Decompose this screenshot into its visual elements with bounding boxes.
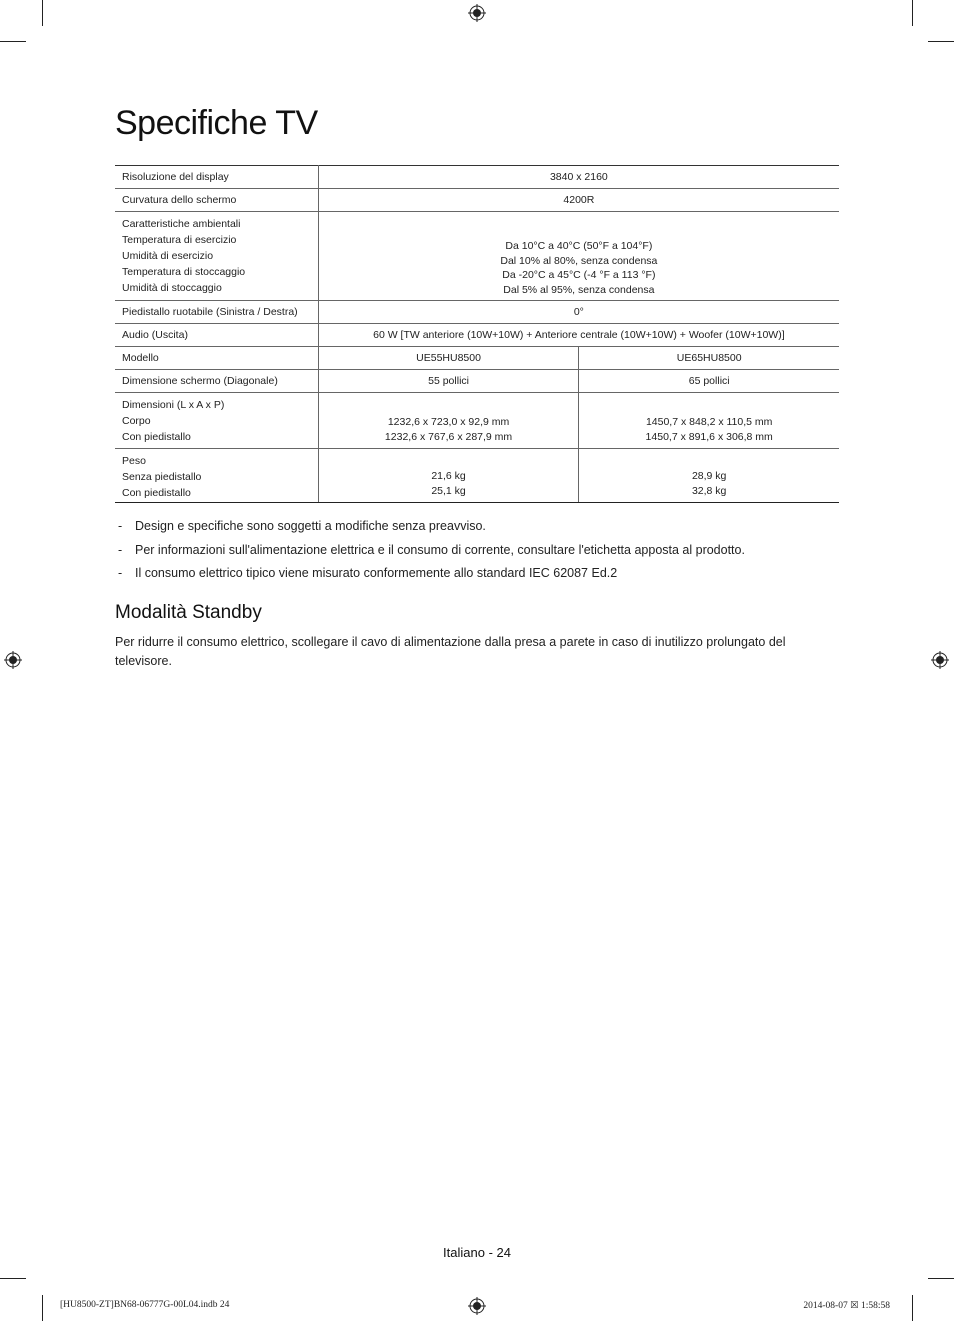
spec-label-line: Temperatura di esercizio	[122, 234, 237, 246]
table-row	[115, 347, 839, 370]
table-row	[115, 189, 839, 212]
standby-text: Per ridurre il consumo elettrico, scollegare il cavo di alimentazione dalla presa a parete in caso di inutilizzo prolungato del televisore.	[115, 635, 786, 668]
spec-value-line: 1450,7 x 848,2 x 110,5 mm	[645, 416, 773, 428]
spec-value	[318, 189, 839, 212]
spec-value	[318, 393, 579, 449]
bullet-dash: -	[118, 519, 123, 533]
spec-label-line: Curvatura dello schermo	[122, 194, 237, 206]
crop-mark	[0, 1278, 26, 1279]
spec-value	[579, 393, 839, 449]
spec-label	[115, 449, 318, 503]
spec-label-line: Umidità di stoccaggio	[122, 282, 222, 294]
spec-label-line: Corpo	[122, 415, 151, 427]
note-text: Il consumo elettrico tipico viene misurato conformemente allo standard IEC 62087 Ed.2	[135, 566, 618, 580]
spec-label-line: Caratteristiche ambientali	[122, 218, 241, 230]
spec-value	[579, 370, 839, 393]
table-row	[115, 324, 839, 347]
spec-value	[318, 324, 839, 347]
slug-date: 2014-08-07 ☒ 1:58:58	[803, 1301, 890, 1311]
standby-heading: Modalità Standby	[115, 602, 262, 623]
list-item	[115, 565, 839, 589]
table-row	[115, 166, 839, 189]
bullet-dash: -	[118, 566, 123, 580]
spec-value	[318, 449, 579, 503]
spec-label	[115, 212, 318, 301]
spec-label	[115, 301, 318, 324]
list-item	[115, 518, 839, 542]
spec-value-line: 25,1 kg	[431, 485, 466, 497]
spec-label	[115, 347, 318, 370]
spec-label	[115, 189, 318, 212]
crop-mark	[42, 0, 43, 26]
spec-value-line: UE55HU8500	[416, 352, 481, 364]
spec-label-line: Audio (Uscita)	[122, 329, 188, 341]
crop-mark	[928, 41, 954, 42]
spec-value-line: Da 10°C a 40°C (50°F a 104°F)	[505, 240, 653, 252]
spec-value-line: 21,6 kg	[431, 470, 466, 482]
page-number: Italiano - 24	[443, 1245, 511, 1260]
list-item	[115, 542, 839, 566]
registration-mark-icon	[4, 651, 22, 669]
note-text: Design e specifiche sono soggetti a modifiche senza preavviso.	[135, 519, 486, 533]
spec-value-line: 55 pollici	[428, 375, 469, 387]
spec-table	[115, 165, 839, 503]
table-row	[115, 212, 839, 301]
bullet-dash: -	[118, 542, 123, 557]
spec-value-line: 60 W [TW anteriore (10W+10W) + Anteriore centrale (10W+10W) + Woofer (10W+10W)]	[373, 329, 785, 341]
spec-label-line: Dimensioni (L x A x P)	[122, 399, 225, 411]
spec-value-line: 32,8 kg	[691, 485, 727, 497]
spec-value	[318, 166, 839, 189]
spec-value-line: 1450,7 x 891,6 x 306,8 mm	[645, 431, 773, 443]
spec-label-line: Temperatura di stoccaggio	[122, 266, 246, 278]
spec-label-line: Con piedistallo	[122, 487, 191, 499]
note-text: Per informazioni sull'alimentazione elettrica e il consumo di corrente, consultare l'etichetta apposta al prodotto.	[135, 542, 745, 557]
table-row	[115, 449, 839, 503]
table-row	[115, 370, 839, 393]
spec-label	[115, 166, 318, 189]
crop-mark	[912, 1295, 913, 1321]
spec-value	[318, 301, 839, 324]
registration-mark-icon	[931, 651, 949, 669]
spec-label-line: Dimensione schermo (Diagonale)	[122, 375, 278, 387]
spec-value-line: 28,9 kg	[691, 470, 727, 482]
page-title: Specifiche TV	[115, 104, 318, 142]
slug-file: [HU8500-ZT]BN68-06777G-00L04.indb 24	[60, 1300, 230, 1310]
crop-mark	[912, 0, 913, 26]
spec-value	[579, 449, 839, 503]
registration-mark-icon	[468, 4, 486, 22]
spec-table-body	[115, 166, 839, 503]
spec-label-line: Modello	[122, 352, 159, 364]
spec-value-line: 0°	[573, 306, 584, 318]
registration-mark-icon	[468, 1297, 486, 1315]
notes-list	[115, 518, 839, 589]
spec-value-line: 65 pollici	[688, 375, 730, 387]
spec-label	[115, 370, 318, 393]
table-row	[115, 301, 839, 324]
spec-value-line: 4200R	[563, 194, 595, 206]
spec-value-line: 3840 x 2160	[549, 171, 608, 183]
crop-mark	[42, 1295, 43, 1321]
spec-label-line: Piedistallo ruotabile (Sinistra / Destra)	[122, 306, 298, 318]
crop-mark	[0, 41, 26, 42]
spec-value	[318, 212, 839, 301]
spec-label-line: Con piedistallo	[122, 431, 191, 443]
spec-label	[115, 324, 318, 347]
spec-value-line: UE65HU8500	[676, 352, 742, 364]
spec-value-line: Dal 10% al 80%, senza condensa	[500, 254, 658, 267]
spec-value-line: Da -20°C a 45°C (-4 °F a 113 °F)	[502, 269, 656, 281]
spec-label-line: Umidità di esercizio	[122, 250, 214, 262]
spec-value-line: Dal 5% al 95%, senza condensa	[503, 283, 655, 296]
spec-value	[318, 370, 579, 393]
spec-value	[579, 347, 839, 370]
spec-label-line: Risoluzione del display	[122, 171, 229, 183]
spec-value-line: 1232,6 x 767,6 x 287,9 mm	[384, 431, 513, 443]
table-row	[115, 393, 839, 449]
spec-label	[115, 393, 318, 449]
spec-label-line: Peso	[122, 455, 146, 467]
crop-mark	[928, 1278, 954, 1279]
spec-value-line: 1232,6 x 723,0 x 92,9 mm	[387, 416, 510, 428]
spec-label-line: Senza piedistallo	[122, 471, 202, 483]
spec-value	[318, 347, 579, 370]
